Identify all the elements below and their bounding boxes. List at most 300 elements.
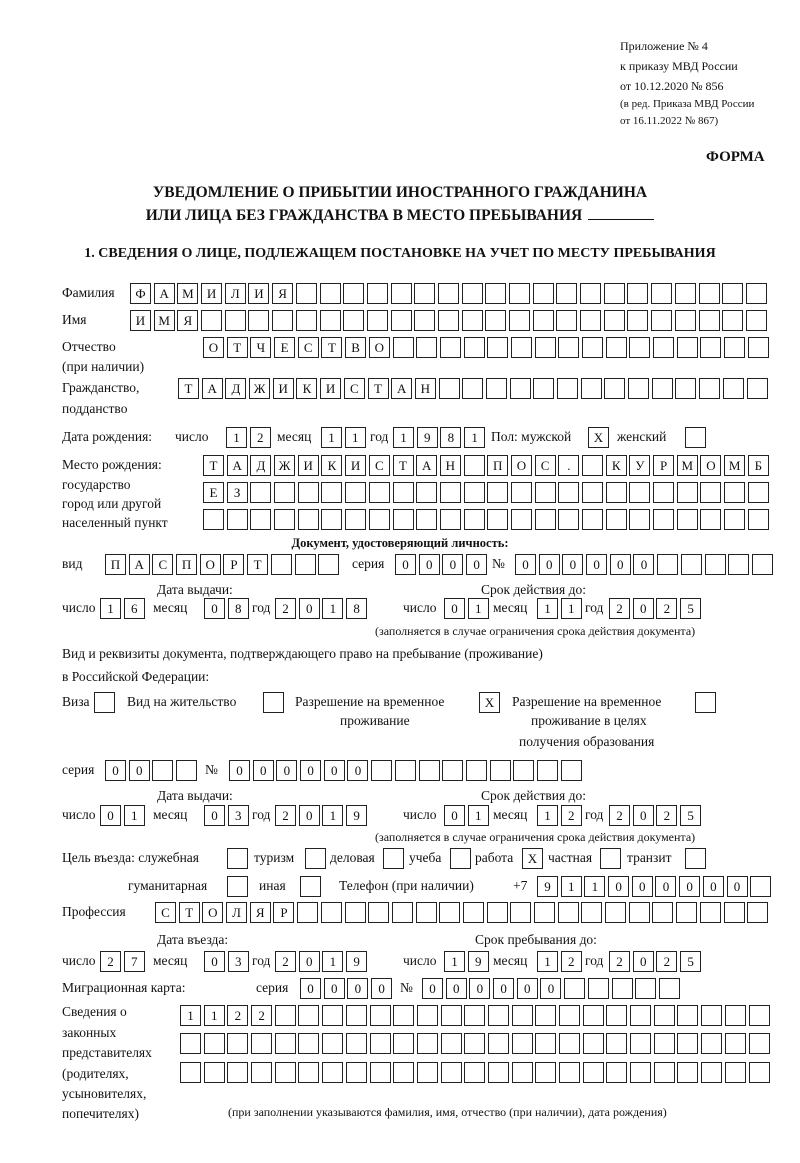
char-box[interactable]: О (202, 902, 223, 923)
char-box[interactable] (654, 1062, 675, 1083)
char-box[interactable] (487, 509, 508, 530)
char-box[interactable] (580, 283, 601, 304)
char-box[interactable]: 2 (275, 598, 296, 619)
char-box[interactable]: 0 (727, 876, 748, 897)
char-box[interactable]: 2 (561, 805, 582, 826)
char-box[interactable] (462, 310, 483, 331)
char-box[interactable] (651, 310, 672, 331)
char-box[interactable] (511, 482, 532, 503)
char-box[interactable] (722, 310, 743, 331)
char-box[interactable]: 9 (537, 876, 558, 897)
char-box[interactable] (321, 509, 342, 530)
char-box[interactable] (581, 902, 602, 923)
char-box[interactable] (488, 1062, 509, 1083)
char-box[interactable]: Ж (249, 378, 270, 399)
char-box[interactable] (298, 482, 319, 503)
char-box[interactable]: 2 (251, 1005, 272, 1026)
char-box[interactable]: 0 (299, 598, 320, 619)
char-box[interactable]: О (203, 337, 224, 358)
char-box[interactable] (748, 337, 769, 358)
checkbox[interactable] (300, 876, 321, 897)
char-box[interactable]: 7 (124, 951, 145, 972)
char-box[interactable] (395, 760, 416, 781)
char-box[interactable] (227, 1033, 248, 1054)
char-box[interactable] (654, 1033, 675, 1054)
char-box[interactable]: Я (177, 310, 198, 331)
char-box[interactable]: 0 (610, 554, 631, 575)
char-box[interactable] (225, 310, 246, 331)
char-box[interactable]: 0 (517, 978, 538, 999)
checkbox[interactable] (227, 876, 248, 897)
char-box[interactable]: 0 (129, 760, 150, 781)
char-box[interactable] (487, 337, 508, 358)
char-box[interactable] (628, 378, 649, 399)
char-box[interactable]: 0 (466, 554, 487, 575)
char-box[interactable]: 1 (464, 427, 485, 448)
char-box[interactable]: М (677, 455, 698, 476)
char-box[interactable]: И (320, 378, 341, 399)
char-box[interactable] (725, 1062, 746, 1083)
checkbox[interactable] (94, 692, 115, 713)
char-box[interactable]: 1 (537, 805, 558, 826)
char-box[interactable] (298, 509, 319, 530)
char-box[interactable] (180, 1062, 201, 1083)
char-box[interactable] (370, 1033, 391, 1054)
char-box[interactable] (559, 1033, 580, 1054)
checkbox[interactable] (695, 692, 716, 713)
char-box[interactable] (464, 1033, 485, 1054)
char-box[interactable]: 1 (561, 876, 582, 897)
char-box[interactable] (582, 482, 603, 503)
char-box[interactable] (653, 337, 674, 358)
char-box[interactable] (749, 1033, 770, 1054)
char-box[interactable] (488, 1005, 509, 1026)
char-box[interactable] (652, 902, 673, 923)
char-box[interactable]: 1 (468, 598, 489, 619)
char-box[interactable]: 1 (537, 598, 558, 619)
char-box[interactable] (728, 554, 749, 575)
checkbox[interactable] (450, 848, 471, 869)
char-box[interactable]: 8 (346, 598, 367, 619)
char-box[interactable] (675, 310, 696, 331)
char-box[interactable] (681, 554, 702, 575)
char-box[interactable] (392, 902, 413, 923)
char-box[interactable] (322, 1062, 343, 1083)
char-box[interactable]: 2 (100, 951, 121, 972)
char-box[interactable] (417, 1062, 438, 1083)
char-box[interactable] (321, 902, 342, 923)
char-box[interactable]: 2 (656, 598, 677, 619)
char-box[interactable] (250, 509, 271, 530)
char-box[interactable] (677, 482, 698, 503)
char-box[interactable] (533, 378, 554, 399)
char-box[interactable] (368, 902, 389, 923)
char-box[interactable] (438, 283, 459, 304)
char-box[interactable] (535, 1062, 556, 1083)
char-box[interactable] (227, 1062, 248, 1083)
char-box[interactable]: А (202, 378, 223, 399)
char-box[interactable] (564, 978, 585, 999)
char-box[interactable]: 1 (345, 427, 366, 448)
char-box[interactable] (627, 310, 648, 331)
checkbox[interactable]: X (522, 848, 543, 869)
char-box[interactable]: 2 (227, 1005, 248, 1026)
char-box[interactable] (414, 283, 435, 304)
char-box[interactable]: И (273, 378, 294, 399)
char-box[interactable]: И (130, 310, 151, 331)
char-box[interactable]: А (154, 283, 175, 304)
char-box[interactable]: 8 (228, 598, 249, 619)
checkbox[interactable]: X (479, 692, 500, 713)
char-box[interactable] (346, 1033, 367, 1054)
char-box[interactable] (659, 978, 680, 999)
char-box[interactable]: С (535, 455, 556, 476)
char-box[interactable] (558, 902, 579, 923)
char-box[interactable] (588, 978, 609, 999)
char-box[interactable] (295, 554, 316, 575)
char-box[interactable] (677, 509, 698, 530)
char-box[interactable] (629, 902, 650, 923)
char-box[interactable] (583, 1005, 604, 1026)
char-box[interactable]: 2 (609, 598, 630, 619)
char-box[interactable] (533, 283, 554, 304)
char-box[interactable] (653, 509, 674, 530)
char-box[interactable] (416, 482, 437, 503)
char-box[interactable] (367, 283, 388, 304)
char-box[interactable] (440, 337, 461, 358)
char-box[interactable] (346, 1062, 367, 1083)
char-box[interactable] (582, 509, 603, 530)
char-box[interactable]: О (700, 455, 721, 476)
char-box[interactable] (203, 509, 224, 530)
char-box[interactable]: 2 (275, 805, 296, 826)
char-box[interactable]: 1 (561, 598, 582, 619)
char-box[interactable] (297, 902, 318, 923)
char-box[interactable]: С (155, 902, 176, 923)
char-box[interactable] (677, 337, 698, 358)
char-box[interactable]: М (724, 455, 745, 476)
char-box[interactable] (440, 482, 461, 503)
char-box[interactable] (343, 310, 364, 331)
char-box[interactable] (393, 337, 414, 358)
char-box[interactable] (201, 310, 222, 331)
char-box[interactable]: С (152, 554, 173, 575)
char-box[interactable] (654, 1005, 675, 1026)
char-box[interactable] (417, 1033, 438, 1054)
char-box[interactable] (701, 1033, 722, 1054)
char-box[interactable] (677, 1033, 698, 1054)
char-box[interactable]: Р (223, 554, 244, 575)
char-box[interactable] (274, 482, 295, 503)
char-box[interactable] (322, 1033, 343, 1054)
char-box[interactable]: 0 (562, 554, 583, 575)
char-box[interactable]: 1 (226, 427, 247, 448)
char-box[interactable]: 0 (100, 805, 121, 826)
char-box[interactable]: 8 (440, 427, 461, 448)
char-box[interactable] (204, 1062, 225, 1083)
char-box[interactable] (441, 1062, 462, 1083)
char-box[interactable] (485, 283, 506, 304)
char-box[interactable]: 1 (321, 427, 342, 448)
checkbox[interactable] (305, 848, 326, 869)
char-box[interactable] (345, 902, 366, 923)
char-box[interactable] (752, 554, 773, 575)
char-box[interactable]: Е (203, 482, 224, 503)
char-box[interactable] (393, 509, 414, 530)
char-box[interactable]: 0 (632, 876, 653, 897)
char-box[interactable]: 2 (609, 805, 630, 826)
char-box[interactable]: Л (225, 283, 246, 304)
char-box[interactable] (725, 1005, 746, 1026)
char-box[interactable]: 2 (561, 951, 582, 972)
char-box[interactable] (487, 482, 508, 503)
char-box[interactable]: Н (415, 378, 436, 399)
char-box[interactable]: 0 (347, 978, 368, 999)
char-box[interactable] (701, 1005, 722, 1026)
char-box[interactable]: 0 (515, 554, 536, 575)
char-box[interactable] (416, 509, 437, 530)
char-box[interactable]: М (177, 283, 198, 304)
char-box[interactable]: Н (440, 455, 461, 476)
char-box[interactable]: О (200, 554, 221, 575)
char-box[interactable] (371, 760, 392, 781)
char-box[interactable]: 0 (276, 760, 297, 781)
char-box[interactable]: 0 (608, 876, 629, 897)
char-box[interactable] (391, 283, 412, 304)
char-box[interactable] (466, 760, 487, 781)
char-box[interactable] (581, 378, 602, 399)
char-box[interactable]: 2 (656, 805, 677, 826)
char-box[interactable] (485, 310, 506, 331)
char-box[interactable] (464, 1062, 485, 1083)
char-box[interactable] (462, 283, 483, 304)
char-box[interactable] (747, 378, 768, 399)
char-box[interactable] (441, 1033, 462, 1054)
char-box[interactable]: 0 (703, 876, 724, 897)
char-box[interactable] (509, 310, 530, 331)
char-box[interactable] (419, 760, 440, 781)
char-box[interactable] (746, 283, 767, 304)
char-box[interactable]: 1 (444, 951, 465, 972)
char-box[interactable]: 1 (124, 805, 145, 826)
char-box[interactable] (582, 337, 603, 358)
char-box[interactable] (700, 902, 721, 923)
char-box[interactable] (535, 509, 556, 530)
char-box[interactable]: 0 (540, 978, 561, 999)
char-box[interactable]: Ф (130, 283, 151, 304)
char-box[interactable] (442, 760, 463, 781)
char-box[interactable] (748, 509, 769, 530)
char-box[interactable]: Т (393, 455, 414, 476)
char-box[interactable]: 2 (275, 951, 296, 972)
char-box[interactable] (700, 482, 721, 503)
char-box[interactable] (748, 482, 769, 503)
char-box[interactable] (248, 310, 269, 331)
char-box[interactable] (345, 482, 366, 503)
char-box[interactable] (512, 1033, 533, 1054)
char-box[interactable] (369, 509, 390, 530)
char-box[interactable] (393, 482, 414, 503)
char-box[interactable]: 0 (105, 760, 126, 781)
char-box[interactable] (271, 554, 292, 575)
char-box[interactable]: 0 (444, 598, 465, 619)
char-box[interactable] (509, 283, 530, 304)
char-box[interactable] (701, 1062, 722, 1083)
char-box[interactable] (699, 283, 720, 304)
char-box[interactable] (558, 337, 579, 358)
char-box[interactable] (606, 1062, 627, 1083)
char-box[interactable] (204, 1033, 225, 1054)
char-box[interactable] (251, 1062, 272, 1083)
char-box[interactable]: П (105, 554, 126, 575)
char-box[interactable] (657, 554, 678, 575)
char-box[interactable] (604, 310, 625, 331)
char-box[interactable] (535, 1005, 556, 1026)
char-box[interactable] (416, 902, 437, 923)
char-box[interactable] (705, 554, 726, 575)
char-box[interactable] (296, 283, 317, 304)
char-box[interactable]: Т (227, 337, 248, 358)
char-box[interactable]: 0 (633, 598, 654, 619)
char-box[interactable]: У (629, 455, 650, 476)
char-box[interactable] (414, 310, 435, 331)
char-box[interactable]: О (369, 337, 390, 358)
char-box[interactable] (629, 337, 650, 358)
char-box[interactable]: . (558, 455, 579, 476)
char-box[interactable] (296, 310, 317, 331)
char-box[interactable] (462, 378, 483, 399)
char-box[interactable] (511, 509, 532, 530)
char-box[interactable]: И (345, 455, 366, 476)
char-box[interactable] (723, 378, 744, 399)
char-box[interactable] (651, 283, 672, 304)
char-box[interactable]: Я (250, 902, 271, 923)
char-box[interactable]: Б (748, 455, 769, 476)
char-box[interactable] (393, 1005, 414, 1026)
char-box[interactable]: 1 (393, 427, 414, 448)
char-box[interactable] (318, 554, 339, 575)
char-box[interactable] (627, 283, 648, 304)
char-box[interactable] (346, 1005, 367, 1026)
char-box[interactable] (274, 509, 295, 530)
char-box[interactable] (464, 337, 485, 358)
char-box[interactable] (746, 310, 767, 331)
char-box[interactable]: Д (225, 378, 246, 399)
char-box[interactable]: Т (203, 455, 224, 476)
char-box[interactable]: 0 (229, 760, 250, 781)
char-box[interactable] (535, 482, 556, 503)
char-box[interactable] (635, 978, 656, 999)
char-box[interactable]: 9 (417, 427, 438, 448)
char-box[interactable] (749, 1062, 770, 1083)
char-box[interactable] (606, 509, 627, 530)
char-box[interactable] (699, 310, 720, 331)
char-box[interactable]: И (201, 283, 222, 304)
char-box[interactable]: 1 (322, 805, 343, 826)
char-box[interactable] (559, 1005, 580, 1026)
char-box[interactable] (561, 760, 582, 781)
char-box[interactable] (320, 310, 341, 331)
char-box[interactable] (630, 1005, 651, 1026)
char-box[interactable] (370, 1005, 391, 1026)
char-box[interactable]: 0 (299, 951, 320, 972)
char-box[interactable] (724, 337, 745, 358)
char-box[interactable]: 2 (609, 951, 630, 972)
char-box[interactable]: Р (273, 902, 294, 923)
char-box[interactable]: М (154, 310, 175, 331)
char-box[interactable] (511, 337, 532, 358)
char-box[interactable] (630, 1033, 651, 1054)
char-box[interactable] (533, 310, 554, 331)
char-box[interactable]: 0 (655, 876, 676, 897)
char-box[interactable] (417, 1005, 438, 1026)
char-box[interactable]: Д (250, 455, 271, 476)
char-box[interactable]: П (487, 455, 508, 476)
char-box[interactable] (152, 760, 173, 781)
char-box[interactable] (583, 1033, 604, 1054)
char-box[interactable]: 0 (371, 978, 392, 999)
char-box[interactable] (464, 482, 485, 503)
checkbox[interactable] (383, 848, 404, 869)
char-box[interactable]: 0 (395, 554, 416, 575)
char-box[interactable]: 0 (633, 951, 654, 972)
char-box[interactable] (535, 1033, 556, 1054)
char-box[interactable]: Т (179, 902, 200, 923)
char-box[interactable]: 0 (422, 978, 443, 999)
char-box[interactable]: 1 (204, 1005, 225, 1026)
char-box[interactable] (298, 1005, 319, 1026)
char-box[interactable]: 3 (228, 805, 249, 826)
char-box[interactable]: Т (368, 378, 389, 399)
char-box[interactable] (275, 1033, 296, 1054)
char-box[interactable]: А (391, 378, 412, 399)
char-box[interactable]: 1 (180, 1005, 201, 1026)
char-box[interactable]: 1 (584, 876, 605, 897)
char-box[interactable] (699, 378, 720, 399)
char-box[interactable] (724, 902, 745, 923)
checkbox[interactable] (227, 848, 248, 869)
char-box[interactable] (486, 378, 507, 399)
char-box[interactable] (180, 1033, 201, 1054)
char-box[interactable]: 1 (322, 951, 343, 972)
char-box[interactable]: С (298, 337, 319, 358)
char-box[interactable] (556, 283, 577, 304)
char-box[interactable] (558, 482, 579, 503)
char-box[interactable]: 0 (446, 978, 467, 999)
char-box[interactable]: 0 (204, 805, 225, 826)
char-box[interactable] (652, 378, 673, 399)
char-box[interactable] (750, 876, 771, 897)
char-box[interactable] (370, 1062, 391, 1083)
char-box[interactable]: Я (272, 283, 293, 304)
char-box[interactable] (606, 337, 627, 358)
char-box[interactable] (604, 283, 625, 304)
char-box[interactable]: 5 (680, 805, 701, 826)
char-box[interactable] (604, 378, 625, 399)
char-box[interactable] (464, 455, 485, 476)
char-box[interactable]: 9 (346, 805, 367, 826)
char-box[interactable]: И (298, 455, 319, 476)
char-box[interactable]: 0 (300, 760, 321, 781)
char-box[interactable] (700, 337, 721, 358)
char-box[interactable]: 5 (680, 951, 701, 972)
char-box[interactable] (440, 509, 461, 530)
char-box[interactable] (722, 283, 743, 304)
checkbox[interactable] (263, 692, 284, 713)
char-box[interactable] (345, 509, 366, 530)
char-box[interactable]: 0 (679, 876, 700, 897)
checkbox[interactable] (600, 848, 621, 869)
